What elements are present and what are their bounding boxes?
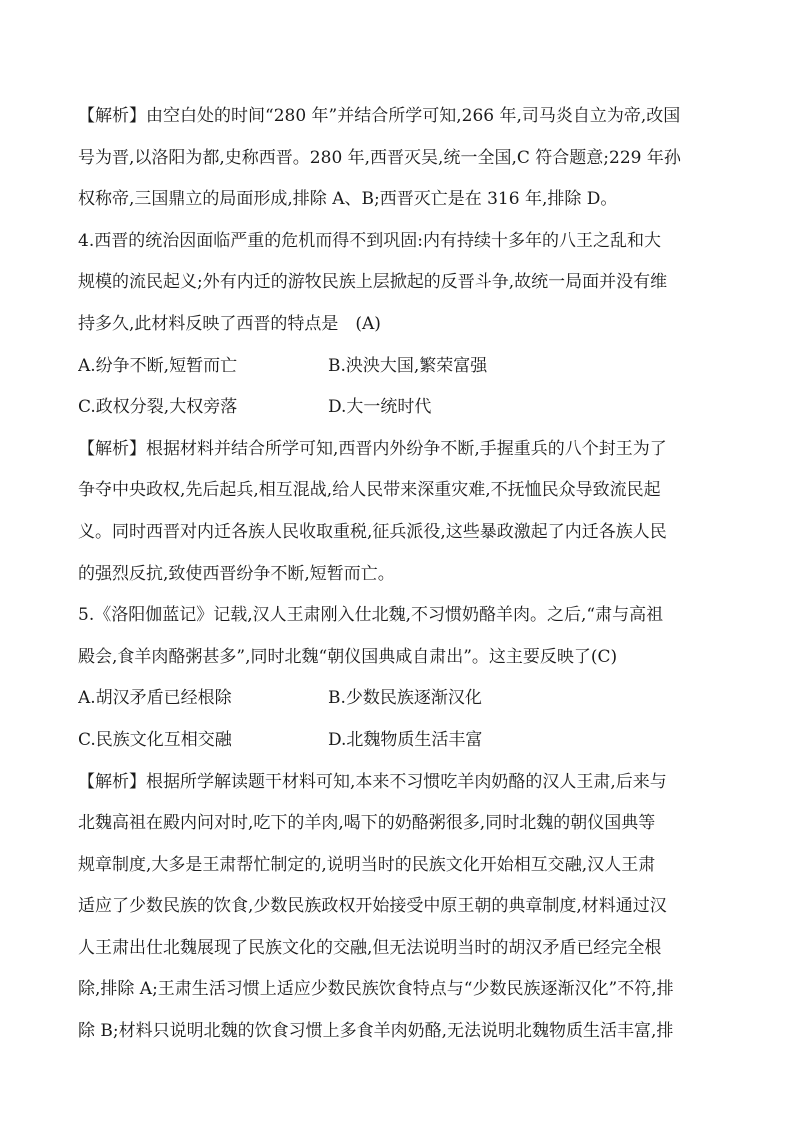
question-stem-line: 4.西晋的统治因面临严重的危机而得不到巩固:内有持续十多年的八王之乱和大 xyxy=(78,230,661,251)
option-a: A.胡汉矛盾已经根除 xyxy=(78,688,232,709)
text-line: 权称帝,三国鼎立的局面形成,排除 A、B;西晋灭亡是在 316 年,排除 D。 xyxy=(78,189,618,210)
option-d: D.大一统时代 xyxy=(328,397,432,418)
text-line: 【解析】由空白处的时间“280 年”并结合所学可知,266 年,司马炎自立为帝,改国 xyxy=(78,106,681,126)
analysis-q3 xyxy=(78,96,724,221)
document-page xyxy=(78,96,724,1053)
option-b: B.少数民族逐渐汉化 xyxy=(328,688,482,709)
question-5 xyxy=(78,595,724,1053)
option-d: D.北魏物质生活丰富 xyxy=(328,729,483,750)
question-stem-line: 持多久,此材料反映了西晋的特点是 (A) xyxy=(78,313,381,334)
option-c: C.政权分裂,大权旁落 xyxy=(78,397,238,418)
analysis-line: 适应了少数民族的饮食,少数民族政权开始接受中原王朝的典章制度,材料通过汉 xyxy=(78,896,667,917)
option-c: C.民族文化互相交融 xyxy=(78,729,232,750)
question-stem-line: 5.《洛阳伽蓝记》记载,汉人王肃刚入仕北魏,不习惯奶酪羊肉。之后,“肃与高祖 xyxy=(78,605,664,626)
analysis-line: 除,排除 A;王肃生活习惯上适应少数民族饮食特点与“少数民族逐渐汉化”不符,排 xyxy=(78,979,674,1000)
option-row xyxy=(78,678,724,720)
option-row xyxy=(78,720,724,762)
analysis-line: 北魏高祖在殿内问对时,吃下的羊肉,喝下的奶酪粥很多,同时北魏的朝仪国典等 xyxy=(78,813,656,834)
question-stem-line: 规模的流民起义;外有内迁的游牧民族上层掀起的反晋斗争,故统一局面并没有维 xyxy=(78,272,668,293)
analysis-line: 除 B;材料只说明北魏的饮食习惯上多食羊肉奶酪,无法说明北魏物质生活丰富,排 xyxy=(78,1021,674,1042)
question-4 xyxy=(78,221,724,595)
analysis-line: 的强烈反抗,致使西晋纷争不断,短暂而亡。 xyxy=(78,563,395,584)
option-b: B.泱泱大国,繁荣富强 xyxy=(328,355,488,376)
analysis-line: 【解析】根据材料并结合所学可知,西晋内外纷争不断,手握重兵的八个封王为了 xyxy=(78,438,667,459)
text-line: 号为晋,以洛阳为都,史称西晋。280 年,西晋灭吴,统一全国,C 符合题意;229 年孙 xyxy=(78,147,681,168)
analysis-line: 义。同时西晋对内迁各族人民收取重税,征兵派役,这些暴政激起了内迁各族人民 xyxy=(78,521,667,542)
analysis-line: 争夺中央政权,先后起兵,相互混战,给人民带来深重灾难,不抚恤民众导致流民起 xyxy=(78,480,661,501)
question-stem-line: 殿会,食羊肉酪粥甚多”,同时北魏“朝仪国典咸自肃出”。这主要反映了(C) xyxy=(78,646,618,667)
option-row xyxy=(78,387,724,429)
analysis-line: 【解析】根据所学解读题干材料可知,本来不习惯吃羊肉奶酪的汉人王肃,后来与 xyxy=(78,771,667,792)
analysis-line: 人王肃出仕北魏展现了民族文化的交融,但无法说明当时的胡汉矛盾已经完全根 xyxy=(78,937,662,958)
option-row xyxy=(78,346,724,388)
analysis-line: 规章制度,大多是王肃帮忙制定的,说明当时的民族文化开始相互交融,汉人王肃 xyxy=(78,854,656,875)
option-a: A.纷争不断,短暂而亡 xyxy=(78,355,238,376)
